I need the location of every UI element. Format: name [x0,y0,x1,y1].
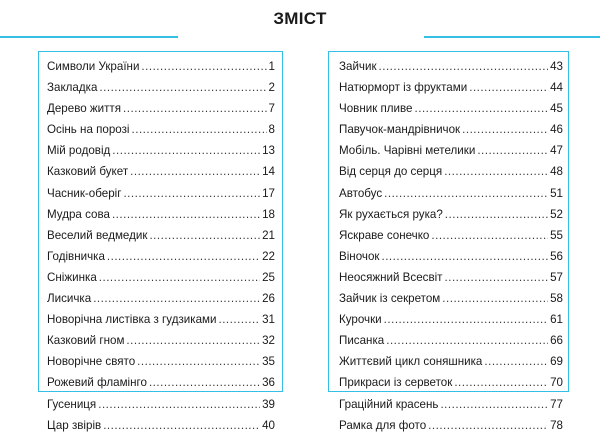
toc-entry[interactable] [47,208,275,229]
contents-column-right [339,60,563,440]
toc-entry-title: Лисичка [47,292,92,306]
toc-entry-title: Рожевий фламінго [47,376,147,390]
toc-entry-title: Мобіль. Чарівні метелики [339,144,476,158]
toc-leader-dots [462,123,548,136]
toc-entry[interactable] [339,398,563,419]
toc-leader-dots [381,250,548,263]
toc-entry-title: Часник-оберіг [47,186,122,200]
toc-entry-title: Від серця до серця [339,165,443,179]
toc-leader-dots [384,313,548,326]
toc-entry-title: Автобус [339,186,383,200]
toc-entry-title: Казковий букет [47,165,129,179]
toc-entry-page: 45 [550,102,563,116]
toc-entry-title: Як рухається рука? [339,207,443,221]
toc-leader-dots [484,355,548,368]
toc-entry-page: 18 [262,207,275,221]
toc-leader-dots [99,81,266,94]
toc-entry-page: 21 [262,228,275,242]
toc-entry-page: 31 [262,313,275,327]
toc-entry-page: 44 [550,81,563,95]
toc-entry[interactable] [47,313,275,334]
toc-entry-page: 61 [550,313,563,327]
toc-entry[interactable] [339,313,563,334]
contents-column-left [47,60,275,440]
toc-entry-title: Мій родовід [47,144,111,158]
toc-leader-dots [103,419,260,432]
toc-leader-dots [386,334,548,347]
toc-entry-page: 43 [550,60,563,73]
toc-entry-title: Зайчик із секретом [339,292,441,306]
toc-entry-page: 8 [268,123,275,137]
toc-entry-title: Годівничка [47,249,105,263]
toc-leader-dots [415,102,549,115]
toc-entry[interactable] [47,376,275,397]
toc-leader-dots [445,271,549,284]
toc-entry-title: Віночок [339,249,380,263]
toc-entry[interactable] [339,355,563,376]
title-rule-left [0,36,178,38]
toc-leader-dots [218,313,260,326]
toc-entry[interactable] [47,271,275,292]
toc-entry-page: 51 [550,186,563,200]
toc-entry-page: 39 [262,397,275,411]
title-rule-right [424,36,600,38]
toc-leader-dots [130,165,260,178]
toc-entry-title: Цар звірів [47,418,102,432]
toc-entry-title: Життєвий цикл соняшника [339,355,483,369]
toc-leader-dots [132,123,267,136]
toc-entry-page: 13 [262,144,275,158]
toc-entry[interactable] [47,60,275,81]
toc-leader-dots [107,250,260,263]
toc-leader-dots [444,165,548,178]
toc-entry-title: Новорічна листівка з гудзиками [47,313,217,327]
toc-entry[interactable] [47,187,275,208]
toc-leader-dots [440,398,548,411]
toc-leader-dots [99,271,260,284]
toc-entry-title: Курочки [339,313,382,327]
toc-entry[interactable] [339,292,563,313]
toc-entry[interactable] [339,102,563,123]
toc-entry-title: Казковий гном [47,334,125,348]
toc-entry-title: Натюрморт із фруктами [339,81,468,95]
toc-entry-title: Зайчик [339,60,377,73]
toc-entry-title: Яскраве сонечко [339,228,430,242]
toc-entry-page: 2 [268,81,275,95]
toc-entry[interactable] [339,419,563,440]
toc-entry-page: 7 [268,102,275,116]
toc-entry-title: Рамка для фото [339,418,427,432]
toc-entry[interactable] [339,144,563,165]
toc-entry-page: 35 [262,355,275,369]
toc-entry-page: 14 [262,165,275,179]
toc-entry[interactable] [47,123,275,144]
toc-entry-page: 25 [262,270,275,284]
toc-leader-dots [477,144,548,157]
toc-entry-title: Гусениця [47,397,97,411]
toc-entry-title: Веселий ведмедик [47,228,148,242]
toc-entry-title: Човник пливе [339,102,413,116]
toc-entry-page: 36 [262,376,275,390]
toc-entry-page: 77 [550,397,563,411]
toc-entry-page: 17 [262,186,275,200]
toc-leader-dots [98,398,260,411]
toc-leader-dots [126,334,260,347]
toc-entry-page: 22 [262,249,275,263]
toc-leader-dots [123,187,260,200]
toc-entry-page: 69 [550,355,563,369]
toc-entry[interactable] [339,123,563,144]
toc-entry-page: 46 [550,123,563,137]
toc-entry[interactable] [47,229,275,250]
toc-entry[interactable] [339,81,563,102]
toc-leader-dots [112,208,260,221]
toc-entry[interactable] [339,376,563,397]
toc-entry[interactable] [47,102,275,123]
toc-entry[interactable] [339,229,563,250]
toc-entry-page: 78 [550,418,563,432]
toc-leader-dots [149,229,260,242]
toc-entry-page: 40 [262,418,275,432]
toc-leader-dots [112,144,260,157]
toc-entry[interactable] [339,187,563,208]
toc-entry[interactable] [339,165,563,186]
toc-entry[interactable] [47,355,275,376]
toc-entry[interactable] [47,81,275,102]
toc-entry[interactable] [47,419,275,440]
toc-entry[interactable] [47,250,275,271]
toc-entry-title: Закладка [47,81,98,95]
toc-entry[interactable] [339,271,563,292]
toc-leader-dots [141,60,266,73]
toc-entry-page: 47 [550,144,563,158]
toc-entry-page: 26 [262,292,275,306]
toc-leader-dots [454,376,548,389]
toc-entry-title: Дерево життя [47,102,122,116]
toc-entry-page: 56 [550,249,563,263]
toc-entry[interactable] [47,165,275,186]
toc-entry[interactable] [47,292,275,313]
toc-entry[interactable] [47,398,275,419]
toc-entry-page: 32 [262,334,275,348]
toc-entry-page: 52 [550,207,563,221]
toc-entry-page: 1 [268,60,275,73]
toc-entry-title: Писанка [339,334,385,348]
toc-entry[interactable] [47,144,275,165]
toc-entry-title: Павучок-мандрівничок [339,123,461,137]
toc-entry-page: 58 [550,292,563,306]
toc-entry-title: Мудра сова [47,207,110,221]
toc-entry-page: 66 [550,334,563,348]
toc-leader-dots [445,208,548,221]
toc-leader-dots [384,187,548,200]
toc-leader-dots [93,292,260,305]
toc-entry-page: 48 [550,165,563,179]
toc-entry[interactable] [339,208,563,229]
toc-entry-title: Прикраси із серветок [339,376,453,390]
toc-entry-title: Осінь на порозі [47,123,130,137]
toc-entry-title: Сніжинка [47,270,97,284]
toc-entry[interactable] [47,334,275,355]
toc-entry[interactable] [339,60,563,81]
toc-leader-dots [379,60,549,73]
toc-entry-title: Неосяжний Всесвіт [339,270,443,284]
toc-entry-page: 55 [550,228,563,242]
toc-leader-dots [123,102,267,115]
toc-entry-title: Новорічне свято [47,355,136,369]
toc-entry-title: Символи України [47,60,140,73]
toc-entry-page: 70 [550,376,563,390]
page-title: ЗМІСТ [273,9,327,28]
toc-leader-dots [137,355,260,368]
toc-entry[interactable] [339,250,563,271]
toc-leader-dots [428,419,548,432]
toc-leader-dots [469,81,548,94]
toc-leader-dots [442,292,548,305]
toc-leader-dots [149,376,260,389]
toc-leader-dots [431,229,548,242]
toc-entry-title: Граційний красень [339,397,439,411]
toc-entry-page: 57 [550,270,563,284]
toc-entry[interactable] [339,334,563,355]
